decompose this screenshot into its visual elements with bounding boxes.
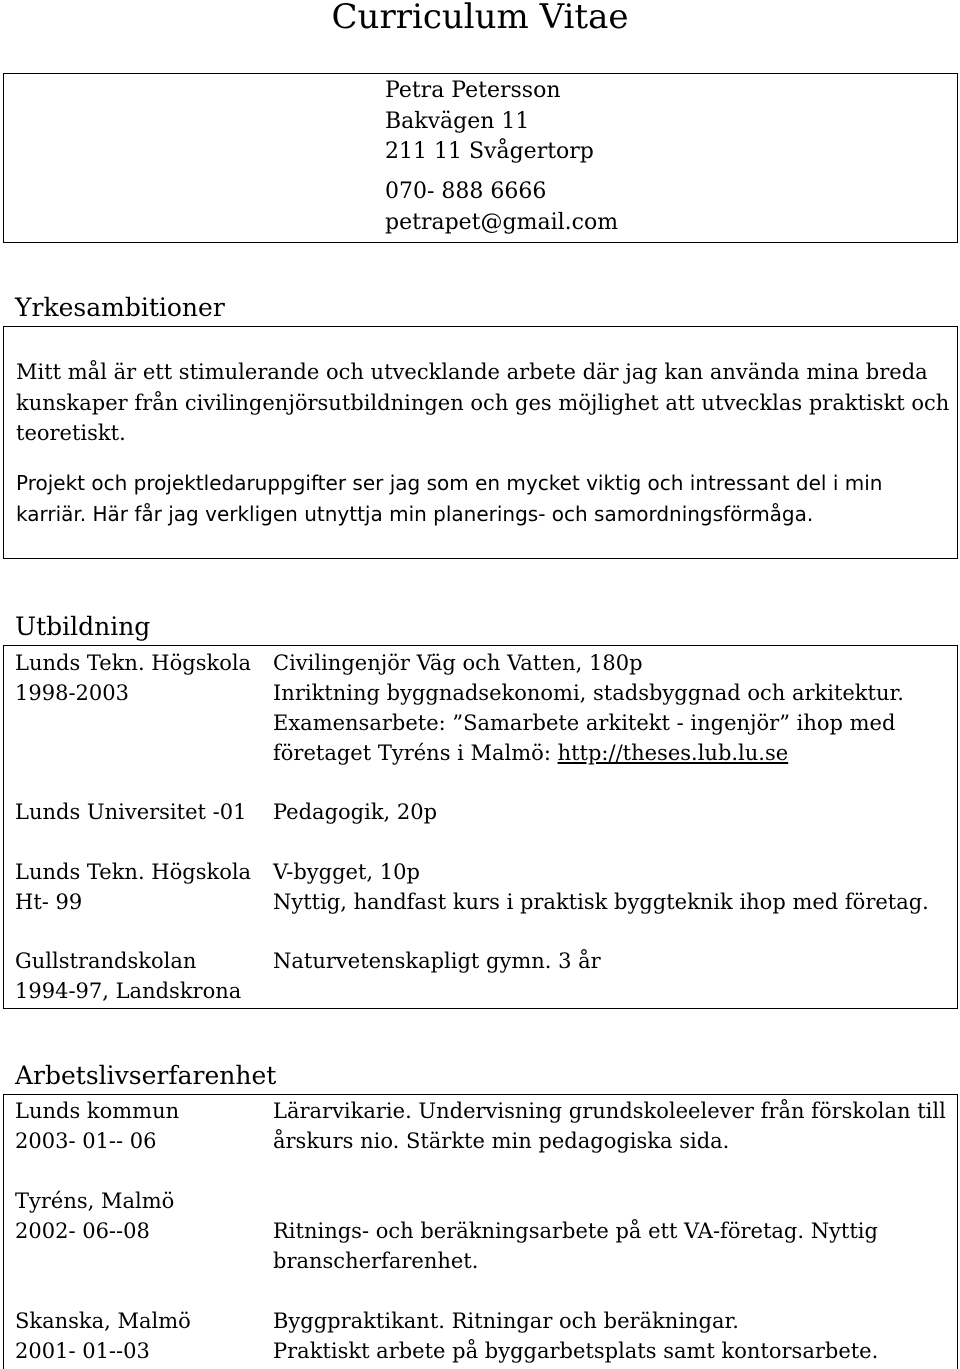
thesis-link[interactable]: http://theses.lub.lu.se xyxy=(557,741,789,765)
section-border-right xyxy=(957,1094,958,1369)
work-employer: Lunds kommun xyxy=(15,1099,180,1123)
education-school: Lunds Universitet -01 xyxy=(15,800,247,824)
education-detail: Examensarbete: ”Samarbete arkitekt - ingenjör” ihop med xyxy=(273,711,896,735)
work-dates: 2002- 06--08 xyxy=(15,1219,150,1243)
section-border-left xyxy=(3,1094,4,1369)
work-description: Praktiskt arbete på byggarbetsplats samt kontorsarbete. xyxy=(273,1339,879,1363)
work-description: branscherfarenhet. xyxy=(273,1249,479,1273)
work-description: Byggpraktikant. Ritningar och beräkningar. xyxy=(273,1309,739,1333)
education-detail: Pedagogik, 20p xyxy=(273,800,438,824)
education-detail xyxy=(273,738,788,768)
goals-line: karriär. Här får jag verkligen utnyttja min planerings- och samordningsförmåga. xyxy=(16,502,814,526)
education-years: Ht- 99 xyxy=(15,890,83,914)
contact-street: Bakvägen 11 xyxy=(385,109,530,134)
education-school: Lunds Tekn. Högskola xyxy=(15,860,252,884)
section-rule xyxy=(3,1008,958,1009)
education-school: Gullstrandskolan xyxy=(15,949,197,973)
section-heading-work: Arbetslivserfarenhet xyxy=(15,1061,277,1090)
goals-line: kunskaper från civilingenjörsutbildningen och ges möjlighet att utvecklas praktiskt och xyxy=(16,391,950,415)
work-description: Lärarvikarie. Undervisning grundskoleelever från förskolan till xyxy=(273,1099,946,1123)
education-detail: Inriktning byggnadsekonomi, stadsbyggnad och arkitektur. xyxy=(273,681,904,705)
education-detail: V-bygget, 10p xyxy=(273,860,420,884)
education-detail: Naturvetenskapligt gymn. 3 år xyxy=(273,949,601,973)
contact-email[interactable]: petrapet@gmail.com xyxy=(385,210,619,235)
document-title: Curriculum Vitae xyxy=(331,0,629,37)
section-heading-goals: Yrkesambitioner xyxy=(15,293,225,322)
education-years: 1998-2003 xyxy=(15,681,129,705)
education-school: Lunds Tekn. Högskola xyxy=(15,651,252,675)
education-detail-text: företaget Tyréns i Malmö: xyxy=(273,741,558,765)
work-description: årskurs nio. Stärkte min pedagogiska sida. xyxy=(273,1129,730,1153)
work-employer: Skanska, Malmö xyxy=(15,1309,191,1333)
contact-box xyxy=(3,73,958,243)
section-rule xyxy=(3,1094,958,1095)
section-heading-education: Utbildning xyxy=(15,612,151,641)
goals-line: Mitt mål är ett stimulerande och utvecklande arbete där jag kan använda mina breda xyxy=(16,360,928,384)
education-detail: Civilingenjör Väg och Vatten, 180p xyxy=(273,651,643,675)
education-years: 1994-97, Landskrona xyxy=(15,979,242,1003)
education-detail: Nyttig, handfast kurs i praktisk byggteknik ihop med företag. xyxy=(273,890,929,914)
work-employer: Tyréns, Malmö xyxy=(15,1189,175,1213)
section-rule xyxy=(3,645,958,646)
contact-phone: 070- 888 6666 xyxy=(385,179,547,204)
goals-line: Projekt och projektledaruppgifter ser jag som en mycket viktig och intressant del i min xyxy=(16,471,883,495)
section-border-left xyxy=(3,645,4,1009)
work-description: Ritnings- och beräkningsarbete på ett VA-företag. Nyttig xyxy=(273,1219,878,1243)
work-dates: 2003- 01-- 06 xyxy=(15,1129,157,1153)
contact-name: Petra Petersson xyxy=(385,78,561,103)
section-border-right xyxy=(957,645,958,1009)
goals-line: teoretiskt. xyxy=(16,421,126,445)
work-dates: 2001- 01--03 xyxy=(15,1339,150,1363)
contact-city: 211 11 Svågertorp xyxy=(385,139,594,164)
goals-box xyxy=(3,326,958,559)
